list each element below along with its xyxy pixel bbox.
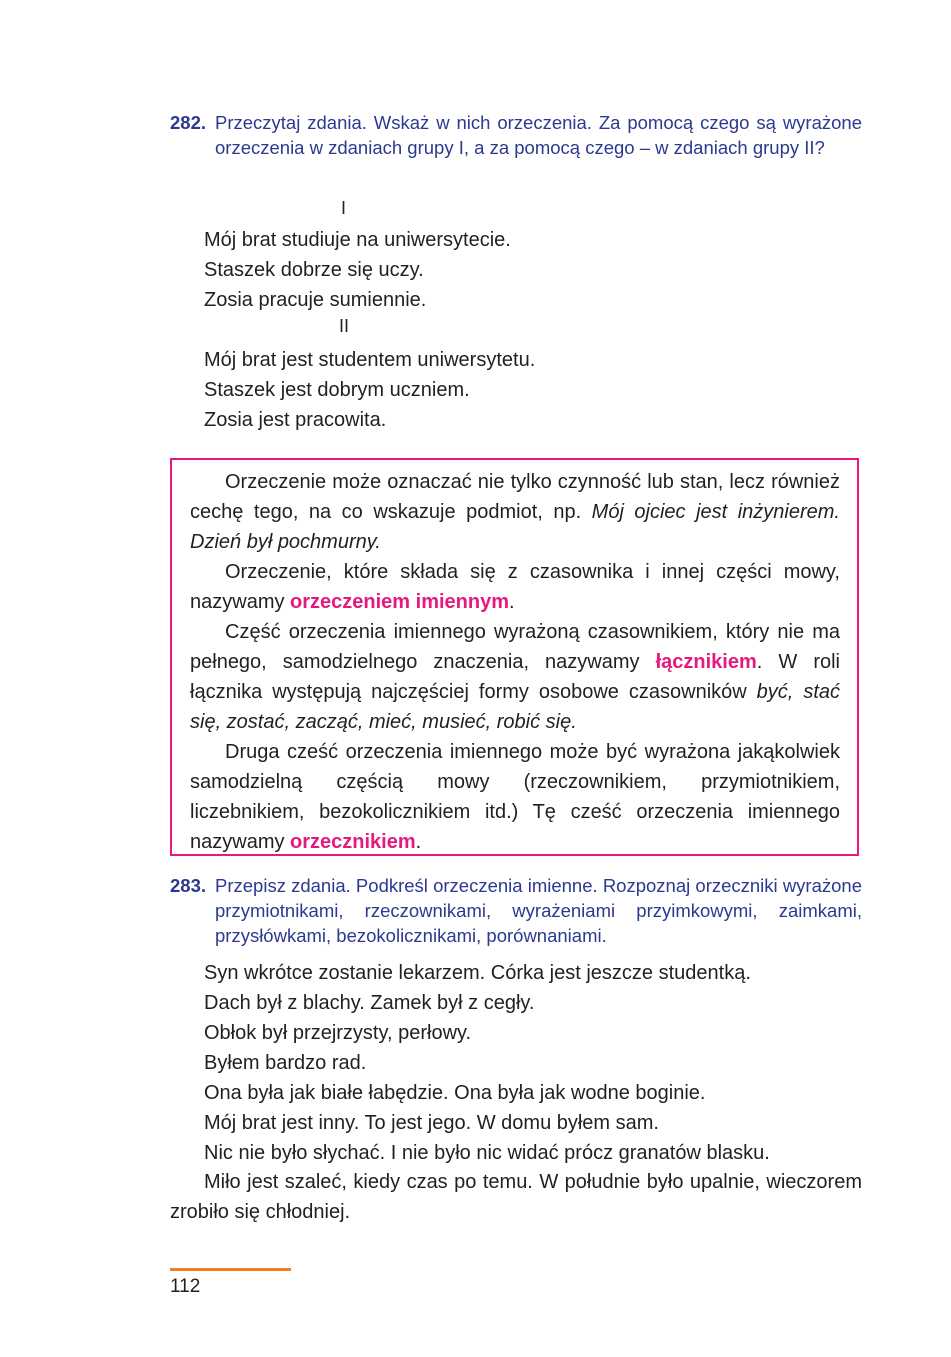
exercise-number: 282. — [170, 112, 207, 133]
rule-paragraph — [190, 467, 840, 557]
page-number: 112 — [170, 1276, 201, 1297]
sentence: Mój brat jest studentem uniwersytetu. — [204, 349, 536, 371]
rule-paragraph — [190, 557, 840, 617]
exercise-number: 283. — [170, 875, 207, 896]
exercise-instruction: Przepisz zdania. Podkreśl orzeczenia imienne. Rozpoznaj orzeczniki wyrażone przymiotnikami, rzeczownikami, wyrażeniami przyimkowymi, zaimkami, przysłówkami, bezokolicznikami, porównaniami. — [215, 875, 862, 946]
rule-paragraph — [190, 737, 840, 857]
sentence: Ona była jak białe łabędzie. Ona była jak wodne boginie. — [204, 1082, 706, 1104]
sentence: Dach był z blachy. Zamek był z cegły. — [204, 992, 535, 1014]
exercise-282 — [170, 110, 862, 160]
rule-example: być, stać się, zostać, zacząć, mieć, musieć, robić się. — [190, 681, 840, 733]
exercise-283-instruction-block — [170, 873, 862, 948]
rule-text: . — [415, 831, 422, 853]
footer-divider — [170, 1268, 291, 1271]
group-label-2: II — [339, 316, 350, 336]
rule-text: Orzeczenie, które składa się z czasownika i innej części mowy, nazywamy — [190, 561, 840, 613]
sentence: Zosia pracuje sumiennie. — [204, 289, 427, 311]
sentence-paragraph: Miło jest szaleć, kiedy czas po temu. W południe było upalnie, wieczorem zrobiło się chłodniej. — [170, 1171, 862, 1223]
sentence: Staszek jest dobrym uczniem. — [204, 379, 470, 401]
rule-paragraph — [190, 617, 840, 737]
sentence: Mój brat studiuje na uniwersytecie. — [204, 229, 511, 251]
rule-example: Mój ojciec jest inżynierem. Dzień był pochmurny. — [190, 501, 840, 553]
rule-text: . W roli łącznika występują najczęściej formy osobowe czasowników — [190, 651, 841, 703]
rule-text: . — [509, 591, 515, 613]
term-orzecznik: orzecznikiem — [290, 831, 416, 853]
exercise-instruction: Przeczytaj zdania. Wskaż w nich orzeczenia. Za pomocą czego są wyrażone orzeczenia w zdaniach grupy I, a za pomocą czego – w zdaniach grupy II? — [215, 112, 862, 158]
sentence: Zosia jest pracowita. — [204, 409, 387, 431]
sentence: Mój brat jest inny. To jest jego. W domu byłem sam. — [204, 1112, 659, 1134]
sentence: Byłem bardzo rad. — [204, 1052, 367, 1074]
grammar-rule-box — [170, 458, 859, 856]
rule-text: Orzeczenie może oznaczać nie tylko czynność lub stan, lecz również cechę tego, na co wskazuje podmiot, np. — [190, 471, 840, 523]
exercise-282-instruction-block — [170, 110, 862, 160]
sentence: Obłok był przejrzysty, perłowy. — [204, 1022, 472, 1044]
exercise-283 — [170, 873, 862, 948]
rule-text: Część orzeczenia imiennego wyrażoną czasownikiem, który nie ma pełnego, samodzielnego znaczenia, nazywamy — [190, 621, 840, 673]
group-label-1: I — [341, 198, 347, 218]
sentence: Nic nie było słychać. I nie było nic widać prócz granatów blasku. — [204, 1142, 770, 1164]
term-orzeczenie-imienne: orzeczeniem imiennym — [290, 591, 509, 613]
sentence: Staszek dobrze się uczy. — [204, 259, 424, 281]
sentence: Syn wkrótce zostanie lekarzem. Córka jest jeszcze studentką. — [204, 962, 751, 984]
term-lacznik: łącznikiem — [655, 651, 757, 673]
rule-text: Druga cześć orzeczenia imiennego może być wyrażona jakąkolwiek samodzielną częścią mowy (rzeczownikiem, przymiotnikiem, liczebnikiem, bezokolicznikiem itd.) Tę cześć orzeczenia imiennego nazywamy — [190, 741, 840, 853]
